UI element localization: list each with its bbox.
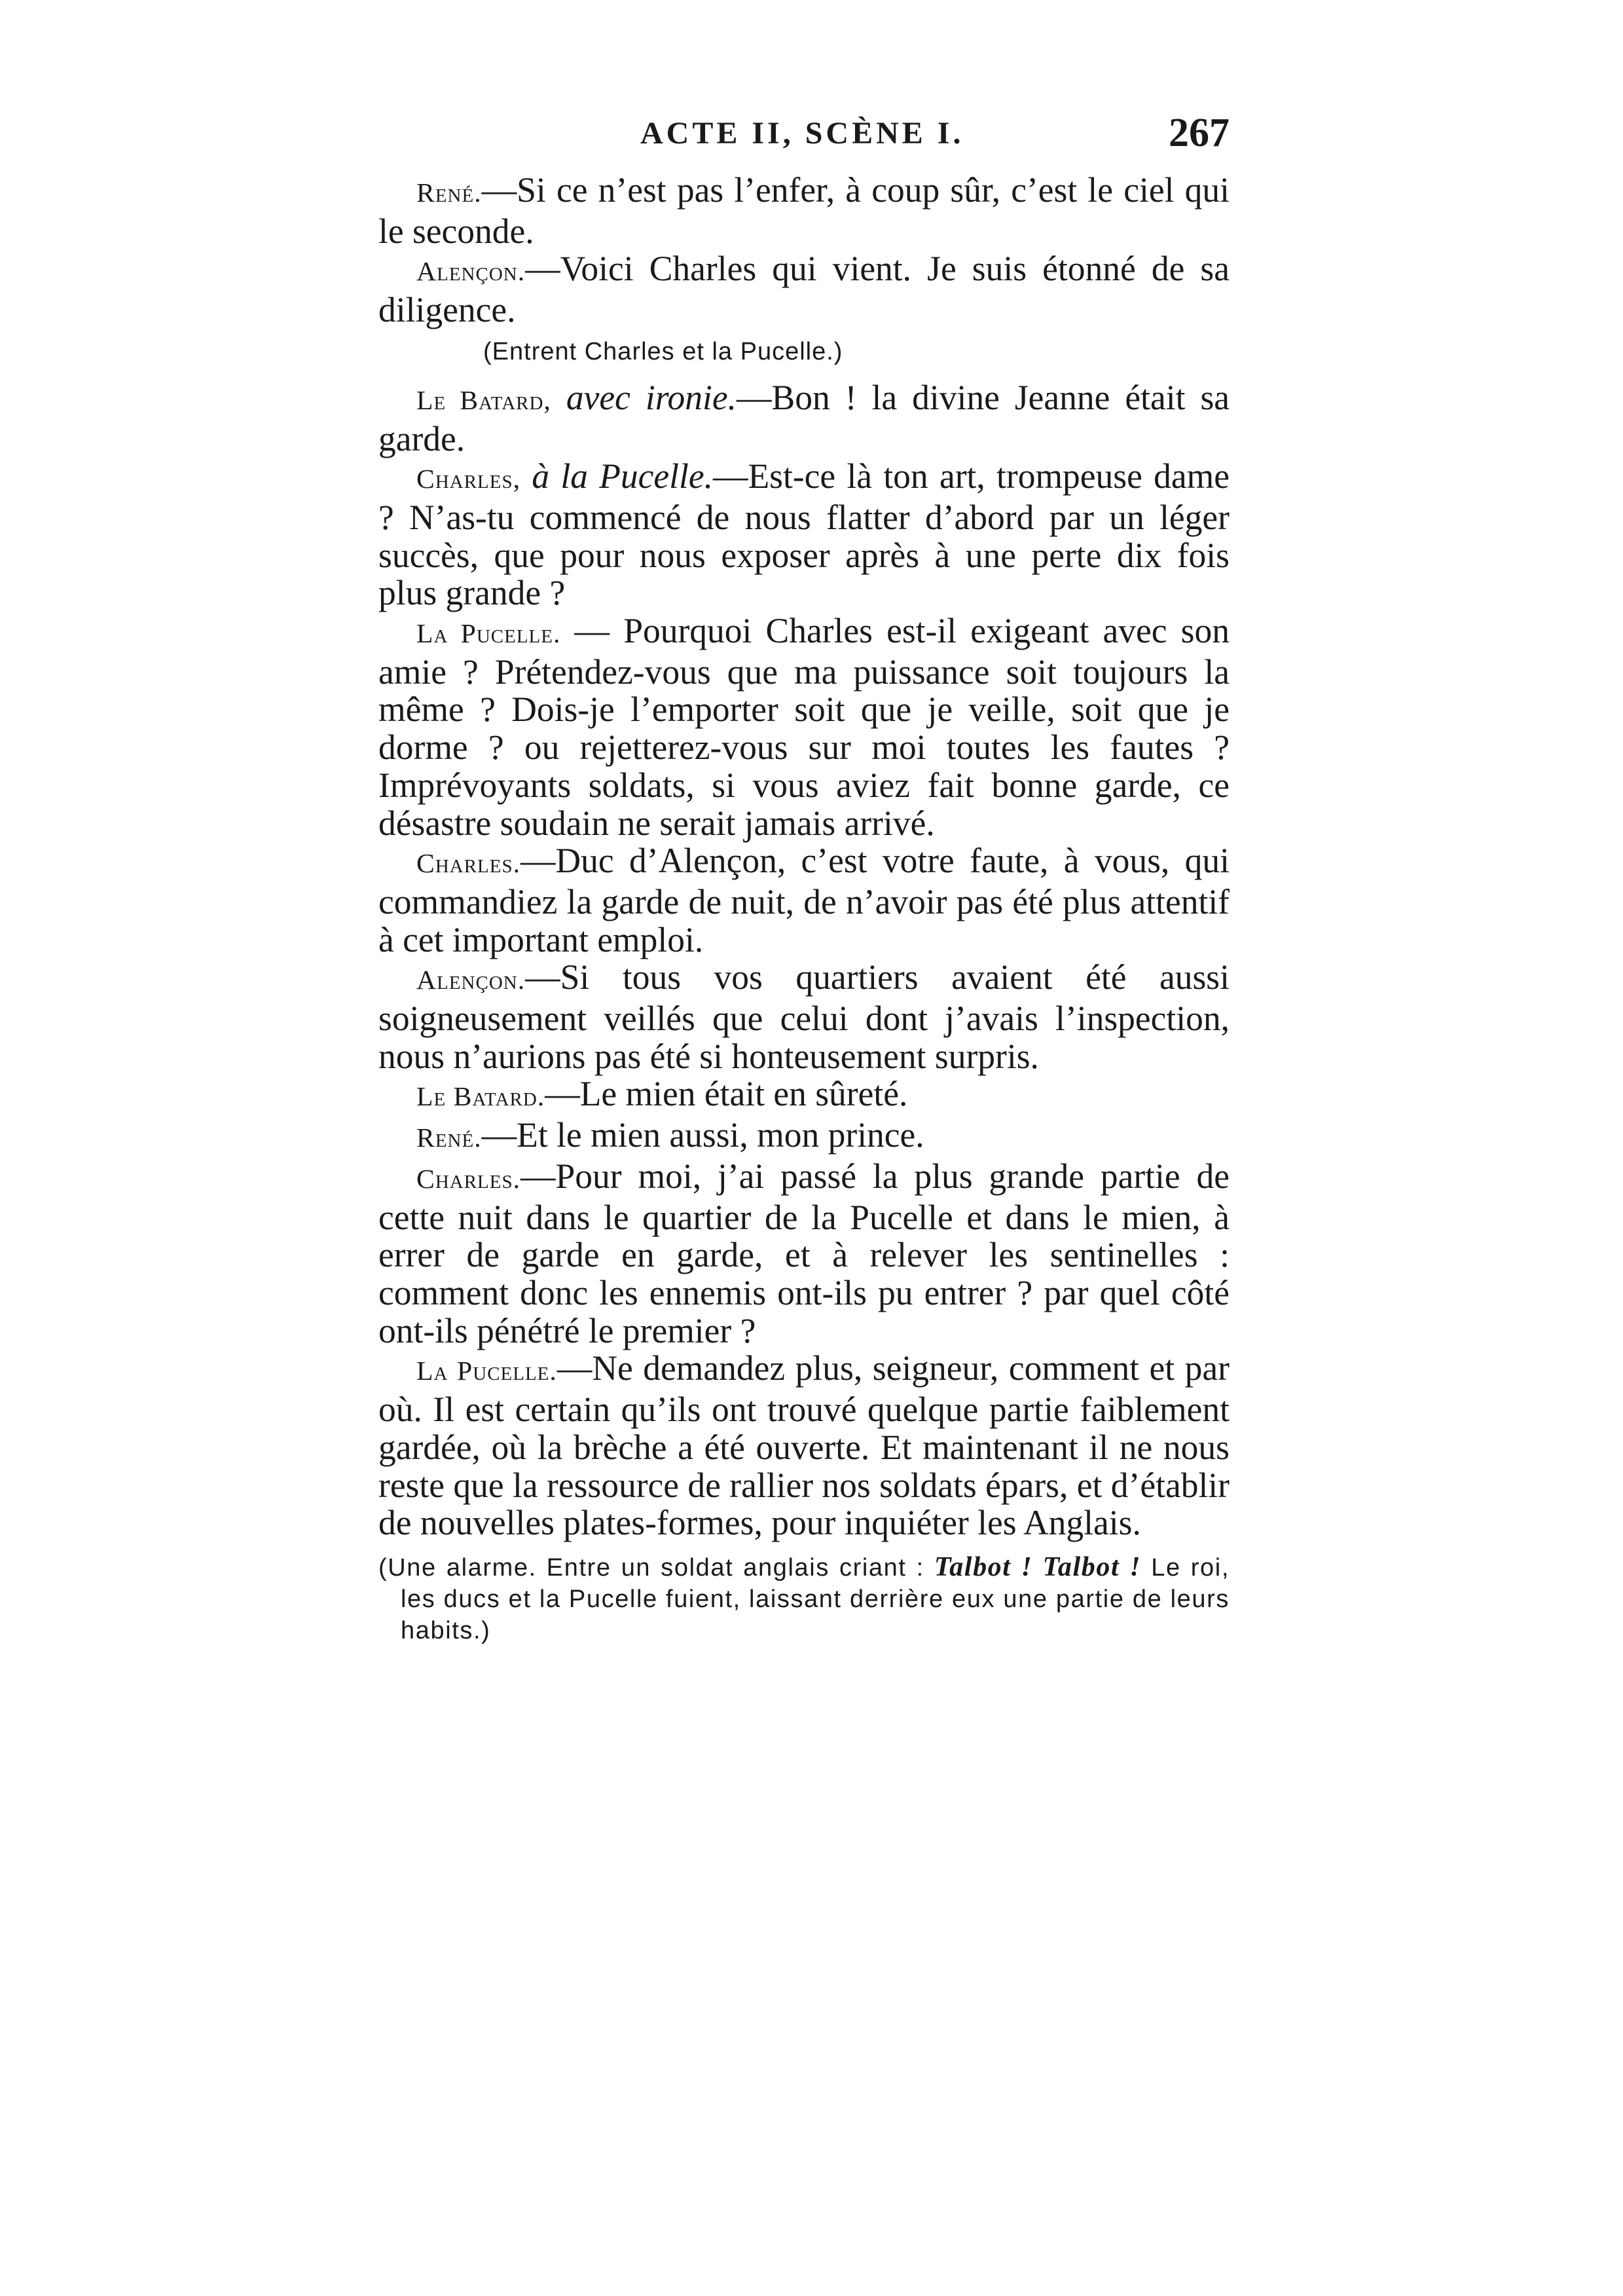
speaker-name: Charles,: [416, 464, 521, 495]
speech-text: —Et le mien aussi, mon prince.: [481, 1115, 924, 1155]
speech-direction: à la Pucelle.: [532, 456, 713, 496]
speech-direction: avec ironie.: [566, 377, 737, 417]
speaker-name: René.: [416, 1123, 482, 1154]
stage-direction-enter: (Entrent Charles et la Pucelle.): [483, 337, 843, 365]
stage-direction-alarm: [378, 1551, 1230, 1646]
stage-cry: Talbot ! Talbot !: [934, 1551, 1142, 1582]
speaker-name: Le Batard.: [416, 1082, 545, 1113]
speech-batard-2: [378, 1075, 1230, 1117]
speaker-name: Alençon.: [416, 965, 526, 996]
speech-charles-2: [378, 842, 1230, 959]
speech-alencon-1: [378, 250, 1230, 329]
speech-batard-1: [378, 379, 1230, 458]
speech-text: —Duc d’Alençon, c’est votre faute, à vous, qui commandiez la garde de nuit, de n’avoir pas été plus attentif à cet important emploi.: [378, 841, 1230, 959]
speech-rene-2: [378, 1117, 1230, 1158]
speech-charles-3: [378, 1158, 1230, 1350]
speech-text: — Pourquoi Charles est-il exigeant avec son amie ? Prétendez-vous que ma puissance soit toujours la même ? Dois-je l’emporter soit que je veille, soit que je dorme ? ou rejetterez-vous sur moi toutes les fautes ? Imprévoyants soldats, si vous aviez fait bonne garde, ce désastre soudain ne serait jamais arrivé.: [378, 611, 1230, 843]
speaker-name: Charles.: [416, 849, 521, 880]
speech-pucelle-2: [378, 1350, 1230, 1542]
speech-text: —Bon ! la divine Jeanne était sa garde.: [378, 377, 1230, 458]
stage-text-after: Le roi, les ducs et la Pucelle fuient, laissant derrière eux une partie de leurs habits.): [401, 1553, 1230, 1644]
speech-pucelle-1: [378, 612, 1230, 842]
speech-text: —Pour moi, j’ai passé la plus grande partie de cette nuit dans le quartier de la Pucelle et dans le mien, à errer de garde en garde, et à relever les sentinelles : comment donc les ennemis ont-ils pu entrer ? par quel côté ont-ils pénétré le premier ?: [378, 1156, 1230, 1350]
speech-text: —Le mien était en sûreté.: [545, 1074, 908, 1114]
speech-text: —Si tous vos quartiers avaient été aussi soigneusement veillés que celui dont j’avais l’inspection, nous n’aurions pas été si honteusement surpris.: [378, 957, 1230, 1076]
speech-rene-1: [378, 172, 1230, 250]
speech-charles-1: [378, 458, 1230, 612]
speaker-name: La Pucelle.: [416, 1356, 557, 1387]
page-number: 267: [1169, 111, 1230, 155]
speaker-name: René.: [416, 178, 482, 208]
speaker-name: Alençon.: [416, 257, 526, 287]
play-text: [378, 172, 1230, 1646]
speech-text: —Est-ce là ton art, trompeuse dame ? N’as-tu commencé de nous flatter d’abord par un léger succès, que pour nous exposer après à une perte dix fois plus grande ?: [378, 456, 1230, 613]
speaker-name: Charles.: [416, 1164, 521, 1194]
speech-text: —Voici Charles qui vient. Je suis étonné de sa diligence.: [378, 249, 1230, 330]
speech-text: —Ne demandez plus, seigneur, comment et par où. Il est certain qu’ils ont trouvé quelque partie faiblement gardée, où la brèche a été ouverte. Et maintenant il ne nous reste que la ressource de rallier nos soldats épars, et d’établir de nouvelles plates-formes, pour inquiéter les Anglais.: [378, 1348, 1230, 1543]
speech-alencon-2: [378, 959, 1230, 1075]
running-title: ACTE II, SCÈNE I.: [640, 116, 964, 151]
stage-text-before: (Une alarme. Entre un soldat anglais criant :: [378, 1553, 934, 1582]
page-header: [378, 110, 1230, 162]
speaker-name: Le Batard,: [416, 385, 551, 416]
speaker-name: La Pucelle.: [416, 619, 561, 650]
speech-text: —Si ce n’est pas l’enfer, à coup sûr, c’est le ciel qui le seconde.: [378, 170, 1230, 251]
